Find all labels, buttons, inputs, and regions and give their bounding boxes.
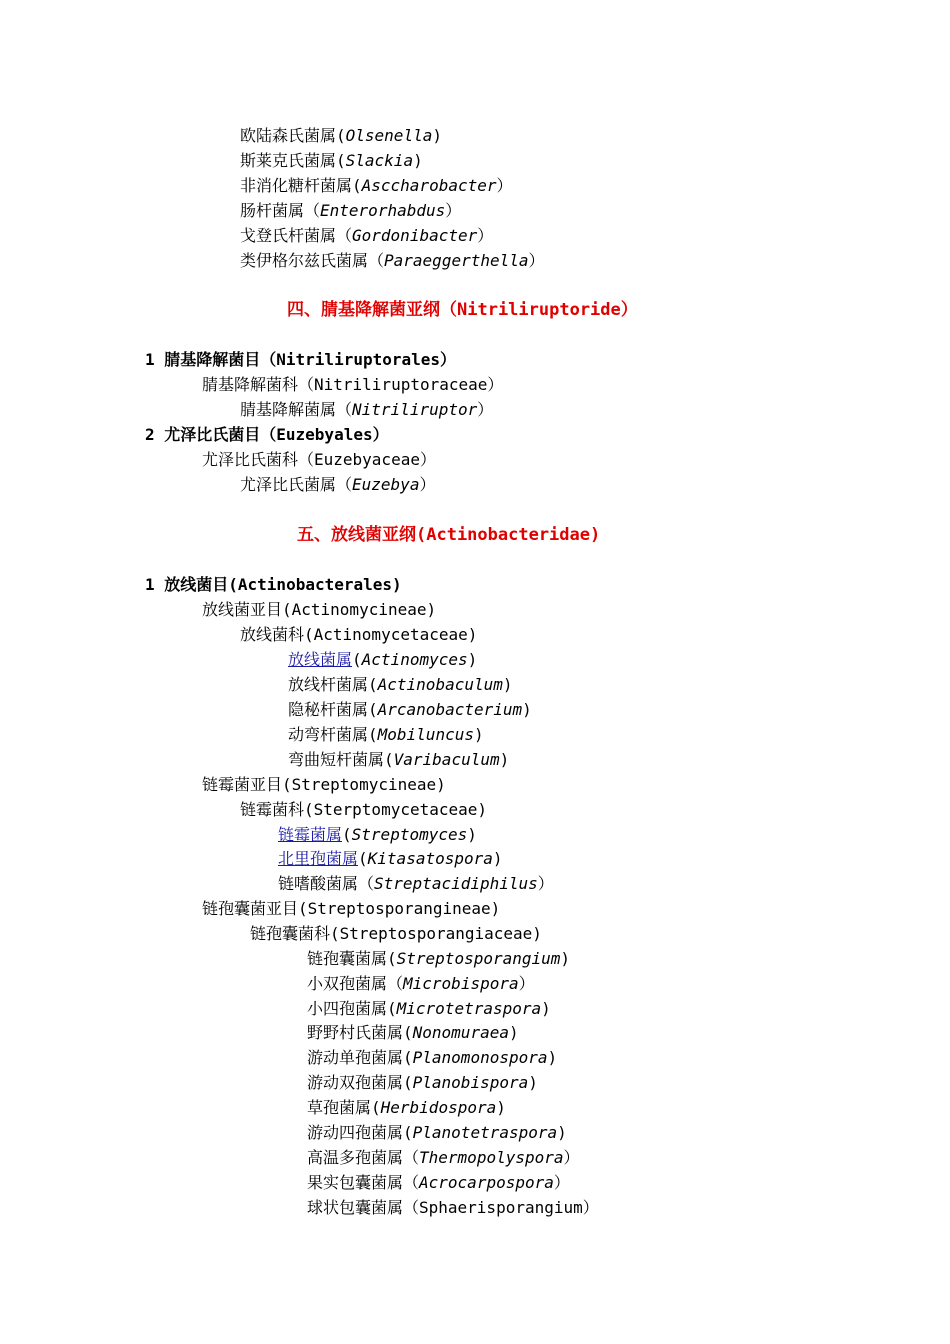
genus-arcanobacterium: 隐秘杆菌属(Arcanobacterium) [288,700,532,719]
genus-streptomyces: 链霉菌属(Streptomyces) [278,825,477,844]
genus-sphaerisporangium: 球状包囊菌属（Sphaerisporangium） [307,1198,599,1217]
genus-mobiluncus: 动弯杆菌属(Mobiluncus) [288,725,484,744]
family-euzebyaceae: 尤泽比氏菌科（Euzebyaceae） [202,450,436,469]
genus-actinomyces-link[interactable]: 放线菌属 [288,650,353,669]
order-nitriliruptorales: 1 腈基降解菌目（Nitriliruptorales） [145,350,457,369]
genus-varibaculum: 弯曲短杆菌属(Varibaculum) [288,750,510,769]
genus-microtetraspora: 小四孢菌属(Microtetraspora) [307,999,551,1018]
genus-gordonibacter: 戈登氏杆菌属（Gordonibacter） [240,226,494,245]
section-heading-nitriliruptoride: 四、腈基降解菌亚纲（Nitriliruptoride） [287,300,638,320]
genus-euzebya: 尤泽比氏菌属（Euzebya） [240,475,436,494]
genus-planotetraspora: 游动四孢菌属(Planotetraspora) [307,1123,567,1142]
family-streptosporangiaceae: 链孢囊菌科(Streptosporangiaceae) [250,924,542,943]
genus-paraeggerthella: 类伊格尔兹氏菌属（Paraeggerthella） [240,251,545,270]
order-euzebyales: 2 尤泽比氏菌目（Euzebyales） [145,425,389,444]
family-nitriliruptoraceae: 腈基降解菌科（Nitriliruptoraceae） [202,375,504,394]
genus-streptacidiphilus: 链嗜酸菌属（Streptacidiphilus） [278,874,554,893]
family-streptomycetaceae: 链霉菌科(Sterptomycetaceae) [240,800,488,819]
genus-thermopolyspora: 高温多孢菌属（Thermopolyspora） [307,1148,580,1167]
order-actinobacterales: 1 放线菌目(Actinobacterales) [145,575,402,594]
suborder-streptosporangineae: 链孢囊菌亚目(Streptosporangineae) [202,899,501,918]
genus-streptosporangium: 链孢囊菌属(Streptosporangium) [307,949,571,968]
genus-actinomyces: 放线菌属(Actinomyces) [288,650,478,669]
genus-asccharobacter: 非消化糖杆菌属(Asccharobacter） [240,176,513,195]
genus-slackia: 斯莱克氏菌属(Slackia) [240,151,423,170]
family-actinomycetaceae: 放线菌科(Actinomycetaceae) [240,625,478,644]
genus-enterorhabdus: 肠杆菌属（Enterorhabdus） [240,201,462,220]
genus-nonomuraea: 野野村氏菌属(Nonomuraea) [307,1023,519,1042]
genus-actinobaculum: 放线杆菌属(Actinobaculum) [288,675,513,694]
genus-olsenella: 欧陆森氏菌属(Olsenella) [240,126,442,145]
genus-nitriliruptor: 腈基降解菌属（Nitriliruptor） [240,400,494,419]
genus-streptomyces-link[interactable]: 链霉菌属 [278,825,343,844]
genus-kitasatospora: 北里孢菌属(Kitasatospora) [278,849,503,868]
suborder-actinomycineae: 放线菌亚目(Actinomycineae) [202,600,437,619]
genus-kitasatospora-link[interactable]: 北里孢菌属 [278,849,359,868]
genus-herbidospora: 草孢菌属(Herbidospora) [307,1098,506,1117]
section-heading-actinobacteridae: 五、放线菌亚纲(Actinobacteridae) [297,525,601,545]
suborder-streptomycineae: 链霉菌亚目(Streptomycineae) [202,775,446,794]
genus-planobispora: 游动双孢菌属(Planobispora) [307,1073,538,1092]
genus-acrocarpospora: 果实包囊菌属（Acrocarpospora） [307,1173,570,1192]
genus-planomonospora: 游动单孢菌属(Planomonospora) [307,1048,558,1067]
genus-microbispora: 小双孢菌属（Microbispora） [307,974,535,993]
